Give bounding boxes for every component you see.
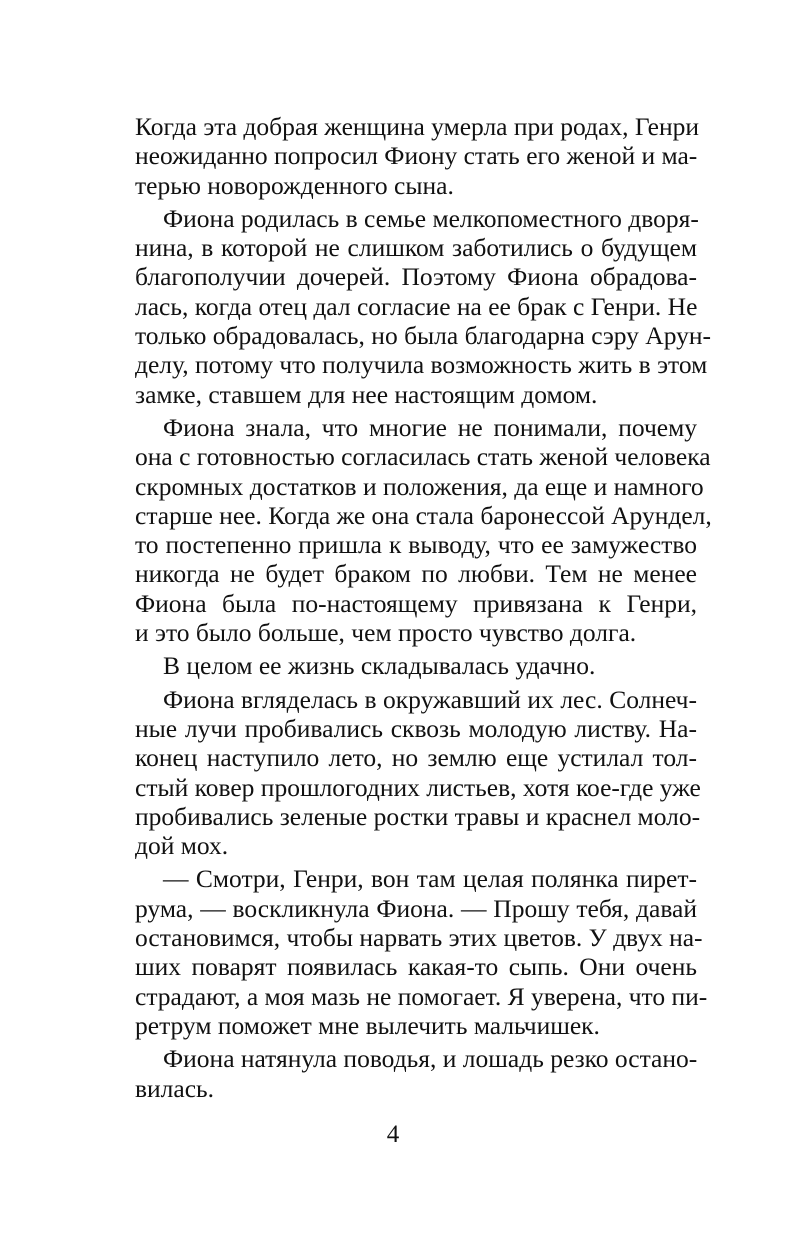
text-line: стый ковер прошлогодних листьев, хотя кое-где уже <box>135 772 701 802</box>
paragraph <box>135 203 712 409</box>
text-line: В целом ее жизнь складывалась удачно. <box>163 651 596 681</box>
text-line: то постепенно пришла к выводу, что ее замужество <box>135 530 697 560</box>
text-line: вилась. <box>135 1073 215 1103</box>
paragraph <box>135 112 700 200</box>
text-line: Фиона родилась в семье мелкопоместного дворя- <box>163 203 699 233</box>
text-line: конец наступило лето, но землю еще устилал тол- <box>135 743 697 773</box>
text-line: страдают, а моя мазь не помогает. Я уверена, что пи- <box>135 981 708 1011</box>
text-line: Фиона вгляделась в окружавший их лес. Солнеч- <box>163 684 697 714</box>
text-line: рума, — воскликнула Фиона. — Прошу тебя, давай <box>135 893 697 923</box>
text-line: и это было больше, чем просто чувство долга. <box>135 618 637 648</box>
paragraph <box>135 1044 697 1103</box>
text-line: ретрум поможет мне вылечить мальчишек. <box>135 1010 600 1040</box>
text-line: только обрадовалась, но была благодарна сэру Арун- <box>135 321 712 351</box>
paragraph <box>135 684 701 861</box>
text-line: она с готовностью согласилась стать женой человека <box>135 442 711 472</box>
text-line: остановимся, чтобы нарвать этих цветов. У двух на- <box>135 923 703 953</box>
text-line: никогда не будет браком по любви. Тем не менее <box>135 559 697 589</box>
text-line: Фиона была по-настоящему привязана к Генри, <box>135 588 697 618</box>
text-line: терью новорожденного сына. <box>135 170 454 200</box>
text-line: дой мох. <box>135 831 229 861</box>
text-line: нина, в которой не слишком заботились о будущем <box>135 233 697 263</box>
text-line: старше нее. Когда же она стала баронессой Арундел, <box>135 500 712 530</box>
text-line: скромных достатков и положения, да еще и намного <box>135 471 704 501</box>
paragraph <box>135 412 712 648</box>
text-line: замке, ставшем для нее настоящим домом. <box>135 379 598 409</box>
paragraph <box>135 651 697 680</box>
paragraph <box>135 864 708 1040</box>
text-line: благополучии дочерей. Поэтому Фиона обрадова- <box>135 262 697 292</box>
text-line: Фиона натянула поводья, и лошадь резко остано- <box>163 1044 698 1074</box>
text-line: ные лучи пробивались сквозь молодую листву. На- <box>135 713 697 743</box>
text-line: — Смотри, Генри, вон там целая полянка пирет- <box>163 864 697 894</box>
text-line: неожиданно попросил Фиону стать его женой и ма- <box>135 141 698 171</box>
text-line: делу, потому что получила возможность жить в этом <box>135 350 708 380</box>
text-line: Фиона знала, что многие не понимали, почему <box>163 412 697 442</box>
text-line: пробивались зеленые ростки травы и краснел моло- <box>135 801 701 831</box>
page-body <box>135 112 712 1103</box>
page-number: 4 <box>386 1121 400 1148</box>
text-line: ших поварят появилась какая-то сыпь. Они очень <box>135 952 697 982</box>
text-line: Когда эта добрая женщина умерла при родах, Генри <box>135 112 700 141</box>
text-line: лась, когда отец дал согласие на ее брак с Генри. Не <box>135 291 698 321</box>
